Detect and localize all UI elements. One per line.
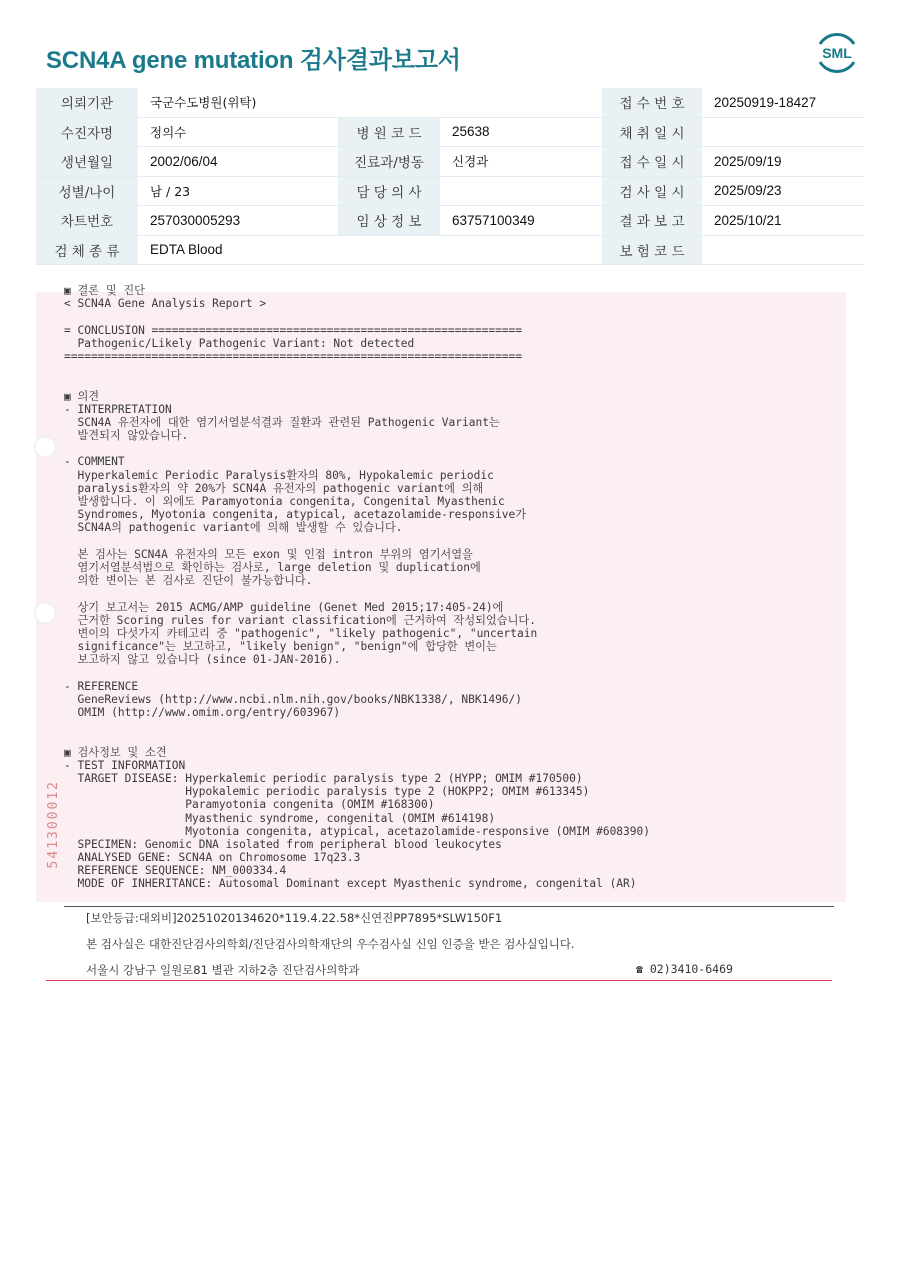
- info-label: 접 수 일 시: [602, 147, 702, 177]
- report-line: ▣ 검사정보 및 소견: [64, 745, 167, 759]
- info-label: 성별/나이: [36, 176, 138, 206]
- security-line: [보안등급:대외비]20251020134620*119.4.22.58*신연진PP7895*SLW150F1: [86, 911, 503, 925]
- info-row: [36, 88, 864, 117]
- bottom-divider: [46, 980, 832, 981]
- report-line: SPECIMEN: Genomic DNA isolated from peripheral blood leukocytes: [64, 837, 502, 851]
- info-row: [36, 176, 864, 206]
- certification-note: 본 검사실은 대한진단검사의학회/진단검사의학재단의 우수검사실 신임 인증을 받은 검사실입니다.: [86, 937, 575, 951]
- info-label: 의뢰기관: [36, 88, 138, 117]
- info-row: [36, 206, 864, 236]
- logo-text: SML: [822, 45, 852, 61]
- report-line: 상기 보고서는 2015 ACMG/AMP guideline (Genet Med 2015;17:405-24)에: [64, 600, 504, 614]
- info-value: [702, 235, 864, 265]
- info-label: 접 수 번 호: [602, 88, 702, 117]
- info-value: 2002/06/04: [138, 147, 338, 177]
- footer-divider: [64, 906, 834, 907]
- info-label: [338, 88, 440, 117]
- report-line: 근거한 Scoring rules for variant classification에 근거하여 작성되었습니다.: [64, 613, 536, 627]
- info-value: 2025/10/21: [702, 206, 864, 236]
- info-label: 진료과/병동: [338, 147, 440, 177]
- info-value: [440, 88, 602, 117]
- info-value: 63757100349: [440, 206, 602, 236]
- report-line: [64, 535, 650, 548]
- side-serial-number: 541300012: [46, 780, 61, 869]
- info-value: 남 / 23: [138, 176, 338, 206]
- info-label: 임 상 정 보: [338, 206, 440, 236]
- report-line: [64, 732, 650, 745]
- report-line: [64, 587, 650, 600]
- report-line: Paramyotonia congenita (OMIM #168300): [64, 798, 435, 812]
- info-value: EDTA Blood: [138, 235, 338, 265]
- report-line: GeneReviews (http://www.ncbi.nlm.nih.gov/books/NBK1338/, NBK1496/): [64, 692, 523, 706]
- lab-phone: ☎ 02)3410-6469: [636, 962, 733, 976]
- report-line: paralysis환자의 약 20%가 SCN4A 유전자의 pathogenic variant에 의해: [64, 481, 484, 495]
- info-label: 차트번호: [36, 206, 138, 236]
- report-line: Hyperkalemic Periodic Paralysis환자의 80%, Hypokalemic periodic: [64, 468, 494, 482]
- info-label: 검 사 일 시: [602, 176, 702, 206]
- report-line: 본 검사는 SCN4A 유전자의 모든 exon 및 인접 intron 부위의 염기서열을: [64, 547, 473, 561]
- report-line: 보고하지 않고 있습니다 (since 01-JAN-2016).: [64, 653, 341, 667]
- report-line: MODE OF INHERITANCE: Autosomal Dominant except Myasthenic syndrome, congenital (AR): [64, 877, 637, 891]
- report-line: [64, 442, 650, 455]
- report-line: REFERENCE SEQUENCE: NM_000334.4: [64, 864, 287, 878]
- report-line: 발견되지 않았습니다.: [64, 429, 189, 443]
- info-value: 2025/09/23: [702, 176, 864, 206]
- punch-hole: [34, 602, 56, 624]
- report-line: ▣ 의견: [64, 389, 100, 403]
- info-value: [702, 117, 864, 147]
- report-line: = CONCLUSION =======================================================: [64, 323, 523, 337]
- report-line: Myotonia congenita, atypical, acetazolamide-responsive (OMIM #608390): [64, 824, 650, 838]
- report-line: 염기서열분석법으로 확인하는 검사로, large deletion 및 duplication에: [64, 560, 481, 574]
- lab-address: 서울시 강남구 일원로81 별관 지하2층 진단검사의학과: [86, 963, 360, 977]
- info-label: 담 당 의 사: [338, 176, 440, 206]
- report-line: SCN4A 유전자에 대한 염기서열분석결과 질환과 관련된 Pathogenic Variant는: [64, 415, 500, 429]
- info-label: 생년월일: [36, 147, 138, 177]
- report-line: [64, 376, 650, 389]
- report-body: [64, 284, 650, 891]
- report-line: [64, 666, 650, 679]
- patient-info-table: [36, 88, 864, 265]
- report-line: - REFERENCE: [64, 679, 139, 693]
- report-line: ▣ 결론 및 진단: [64, 284, 145, 297]
- report-line: Pathogenic/Likely Pathogenic Variant: Not detected: [64, 336, 415, 350]
- info-label: 채 취 일 시: [602, 117, 702, 147]
- report-line: TARGET DISEASE: Hyperkalemic periodic paralysis type 2 (HYPP; OMIM #170500): [64, 771, 583, 785]
- punch-hole: [34, 436, 56, 458]
- report-line: - COMMENT: [64, 455, 125, 469]
- report-line: OMIM (http://www.omim.org/entry/603967): [64, 706, 341, 719]
- report-line: [64, 363, 650, 376]
- info-label: 결 과 보 고: [602, 206, 702, 236]
- info-value: 257030005293: [138, 206, 338, 236]
- info-row: [36, 147, 864, 177]
- report-line: [64, 310, 650, 323]
- info-value: 정의수: [138, 117, 338, 147]
- page-title: SCN4A gene mutation 검사결과보고서: [46, 47, 461, 74]
- report-line: Hypokalemic periodic paralysis type 2 (HOKPP2; OMIM #613345): [64, 785, 590, 799]
- report-line: ANALYSED GENE: SCN4A on Chromosome 17q23.3: [64, 851, 361, 865]
- info-row: [36, 117, 864, 147]
- info-value: [440, 235, 602, 265]
- report-line: ====================================================================: [64, 349, 523, 363]
- report-line: 의한 변이는 본 검사로 진단이 불가능합니다.: [64, 574, 313, 588]
- report-line: SCN4A의 pathogenic variant에 의해 발생할 수 있습니다.: [64, 521, 403, 535]
- report-line: [64, 719, 650, 732]
- report-line: 변이의 다섯가지 카테고리 중 "pathogenic", "likely pathogenic", "uncertain: [64, 626, 538, 640]
- report-line: 발생합니다. 이 외에도 Paramyotonia congenita, Congenital Myasthenic: [64, 495, 505, 508]
- info-value: 신경과: [440, 147, 602, 177]
- report-line: Myasthenic syndrome, congenital (OMIM #614198): [64, 811, 496, 825]
- info-value: 국군수도병원(위탁): [138, 88, 338, 117]
- info-label: 수진자명: [36, 117, 138, 147]
- info-label: 검 체 종 류: [36, 235, 138, 265]
- info-value: 25638: [440, 117, 602, 147]
- report-line: significance"는 보고하고, "likely benign", "benign"에 합당한 변이는: [64, 640, 497, 654]
- info-row: [36, 235, 864, 265]
- report-line: - TEST INFORMATION: [64, 758, 186, 772]
- info-value: [440, 176, 602, 206]
- report-line: Syndromes, Myotonia congenita, atypical, acetazolamide-responsive가: [64, 508, 527, 522]
- sml-logo: [812, 30, 862, 76]
- info-value: 2025/09/19: [702, 147, 864, 177]
- info-value: 20250919-18427: [702, 88, 864, 117]
- report-line: < SCN4A Gene Analysis Report >: [64, 297, 267, 311]
- info-label: 보 험 코 드: [602, 235, 702, 265]
- info-label: 병 원 코 드: [338, 117, 440, 147]
- report-line: - INTERPRETATION: [64, 402, 172, 416]
- info-label: [338, 235, 440, 265]
